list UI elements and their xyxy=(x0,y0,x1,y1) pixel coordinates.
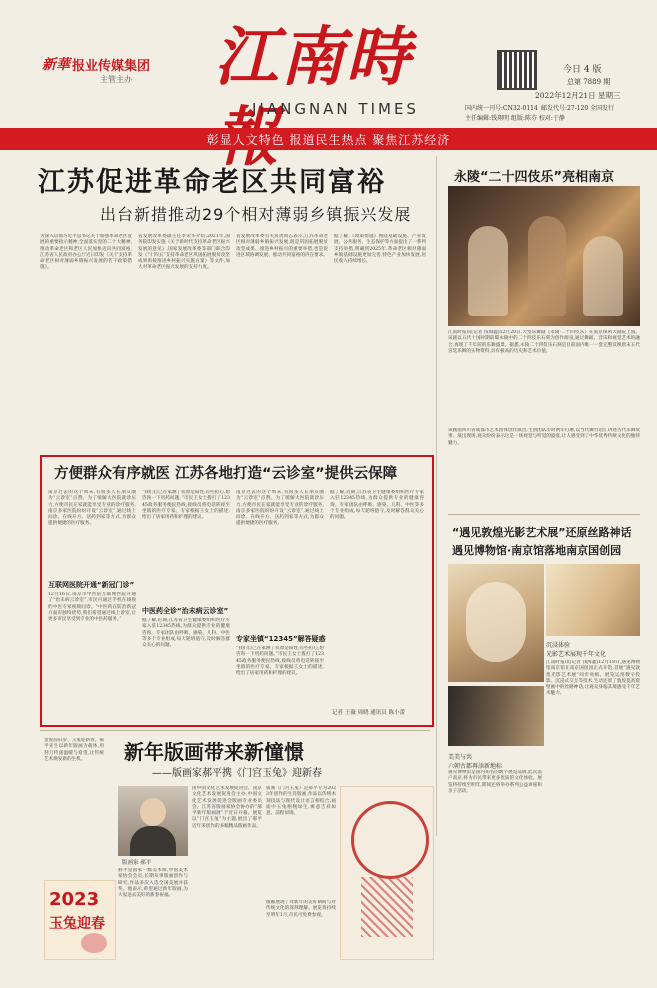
feature-section-3: 专家坐镇“12345”解答疑惑 xyxy=(236,635,326,643)
caption-2-sub: 六朝古都再添新地标 xyxy=(448,763,503,770)
feature-body-1: 南京过去的这个周末,有很多人在朋友圈为“云诊室”点赞。为了缓解大医院就诊压力,方便市民在家就能享受专业的诊疗服务,南京多家医院纷纷开设“云诊室”,通过线上问诊、在线开方、送药到家等方式,为群众提供便捷的医疗服务。 xyxy=(48,490,136,527)
sidebar-top-body-2: 该剧由四川省成都市艺术团体创作演出,主创团队历时两年打磨,以当代舞台语汇讲述古代乐舞故事。演出现场,观众纷纷表示这是一场视觉与听觉的盛宴,让人感受到了中华优秀传统文化的独特魅力。 xyxy=(448,428,640,446)
slogan-text: 彰显人文特色 报道民生热点 聚焦江苏经济 xyxy=(206,133,451,147)
dance-photo xyxy=(448,186,640,326)
sponsor-label: 主管主办 xyxy=(100,75,132,84)
editor-credits: 主任编辑:钱翔明 组版:陈芬 校对:于静 xyxy=(465,115,565,122)
bottom-headline: 新年版画带来新憧憬 xyxy=(124,740,304,764)
dunhuang-photo-2 xyxy=(546,564,640,636)
group-name: 报业传媒集团 xyxy=(72,59,151,74)
artist-caption: 版画家 郝平 xyxy=(122,860,152,866)
issue-total: 总第 7889 期 xyxy=(567,78,611,86)
issue-pages: 今日 4 版 xyxy=(563,65,602,75)
lead-body-col-1: 为深入贯彻习近平总书记关于加强革命老区发展的重要指示精神,全面落实党的二十大精神,推动革命老区和老区人民加快迈向共同富裕,江苏省人民政府办公厅近日印发《关于支持革命老区相对薄弱乡镇振兴发展的若干政策措施》。 xyxy=(40,234,132,271)
feature-body-5: 南京过去的这个周末,有很多人在朋友圈为“云诊室”点赞。为了缓解大医院就诊压力,方便市民在家就能享受专业的诊疗服务,南京多家医院纷纷开设“云诊室”,通过线上问诊、在线开方、送药到家等方式,为群众提供便捷的医疗服务。 xyxy=(236,490,324,527)
caption-2-title: 美美与共 xyxy=(448,754,473,761)
dunhuang-photo-3 xyxy=(448,686,544,746)
cn-number: 国内统一刊号:CN32-0114 xyxy=(465,105,538,112)
divider-vertical xyxy=(436,156,437,836)
feature-byline: 记者 王薇 周晓 通讯员 陈小蕾 xyxy=(332,710,405,716)
group-logo xyxy=(42,52,152,96)
yutu-artwork xyxy=(44,880,116,960)
issue-date: 2022年12月21日 星期三 xyxy=(535,91,621,100)
lead-body-col-4: 据了解,《政策措施》围绕基础设施、产业发展、公共服务、生态保护等方面提出了一系列支持举措,明确到2025年,革命老区相对薄弱乡镇基础设施更加完善,特色产业加快发展,居民收入持续增长。 xyxy=(334,234,426,265)
sidebar-divider xyxy=(448,514,640,515)
caption-1-title: 沉浸体验 xyxy=(546,642,571,649)
masthead xyxy=(0,0,657,128)
year-title: 玉兔迎春 xyxy=(49,916,105,932)
feature-body-2: 12月16日,南京市中医院互联网医院开通了“治未病云诊室”,市民可通过手机在线预约中医专家视频问诊。“中医药在防治新冠方面有独特优势,我们希望通过线上诊室,让更多市民享受到专业的中医药服务。” xyxy=(48,592,136,623)
paper-title: 江南時 xyxy=(214,20,412,95)
bottom-divider xyxy=(40,730,430,731)
left-ad-body: 金虎辞旧岁、玉兔迎新春。郝平先生以新年版画为载体,用刻刀传递温暖与希望,让传统艺术焕发新的生机。 xyxy=(44,738,104,762)
sidebar-bottom-headline-2: 遇见博物馆·南京馆落地南京国创园 xyxy=(452,544,622,557)
slogan-banner xyxy=(0,128,657,150)
bottom-body-4: 版画展现了对新年的美好期盼与对传统文化的深刻理解。展览将持续至明年1月,市民可免费参观。 xyxy=(266,900,336,918)
feature-headline: 方便群众有序就医 江苏各地打造“云诊室”提供云保障 xyxy=(54,466,398,482)
caption-2 xyxy=(448,752,544,770)
sidebar-bottom-headline-1: “遇见敦煌光影艺术展”还原丝路神话 xyxy=(452,526,632,539)
caption-1 xyxy=(546,640,642,658)
feature-section-1: 互联网医院开通“新冠门诊” xyxy=(48,581,135,589)
artist-photo xyxy=(118,786,188,856)
bottom-body-3: 版画《门宫玉兔》是郝平专为2023年创作的生肖版画,作品以传统木刻技法与现代设计语言相结合,画面中玉兔栩栩如生,寓意吉祥如意、前程似锦。 xyxy=(266,786,336,817)
rabbit-icon xyxy=(81,933,107,953)
postal-code: 邮发代号:27-120 全国发行 xyxy=(541,105,615,112)
lead-headline: 江苏促进革命老区共同富裕 xyxy=(38,167,386,198)
sidebar-top-headline: 永陵“二十四伎乐”亮相南京 xyxy=(454,170,615,185)
paper-title-en: JIANGNAN TIMES xyxy=(252,100,419,118)
bottom-body-2: 郝平是国家一级美术师,中国美术家协会会员,长期从事版画创作与研究,作品多次入选全国美展并获奖。他表示,希望通过新年版画,为大家送去美好的新春祝福。 xyxy=(118,868,188,899)
feature-body-4: 据了解,近期,江苏省卫生健康委组织医疗专家入驻12345热线,为群众提供专业的健康咨询。专家团队由呼吸、感染、儿科、中医等多个专业组成,每天轮班值守,及时解答群众关心的问题。 xyxy=(142,618,230,649)
feature-body-6: “我们自己在家测了抗原是阳性,有些担心,想咨询一下用药问题。”市民王女士拨打了12345政务服务便民热线,接线员将电话转接至坐镇的医疗专家。专家根据王女士的描述,给出了居家用药和护理的建议。 xyxy=(236,646,324,677)
logo-brand: 新華 xyxy=(42,57,70,73)
sidebar-top-body: 江南时报讯(记者 钱海鑫)12月20日,大型乐舞剧《永陵·二十四伎乐》在南京保利大剧院上演。该剧以五代十国时期前蜀永陵中的二十四伎乐石刻为创作源泉,通过舞蹈、音乐和视觉艺术的融合,再现了千年前的乐舞盛景。据悉,永陵二十四伎乐石刻是目前国内唯一一套完整反映唐末五代宫廷乐舞的实物资料,具有极高的历史和艺术价值。 xyxy=(448,330,640,354)
caption-1-sub: 光影艺术展现千年文化 xyxy=(546,651,607,658)
sidebar-bottom-body: 江南时报讯(记者 钱海鑫)12月19日,遇见博物馆南京馆在南京国创园正式开馆,首展“遇见敦煌光影艺术展”同步亮相。展览运用数字投影、沉浸式交互等技术,生动还原了敦煌莫高窟壁画中的丝路神话,让观众身临其境感受千年艺术魅力。 xyxy=(546,660,640,697)
feature-body-7: 据了解,近期,江苏省卫生健康委组织医疗专家入驻12345热线,为群众提供专业的健康咨询。专家团队由呼吸、感染、儿科、中医等多个专业组成,每天轮班值守,及时解答群众关心的问题。 xyxy=(330,490,424,521)
sidebar-bottom-body-2: 遇见博物馆是国内知名的数字展览品牌,此次落户南京,将为市民带来更多优质的文化体验。展览将持续至明年,期间还将举办系列公益讲座和亲子活动。 xyxy=(448,770,542,794)
year-tag: 2023 xyxy=(49,889,100,910)
dunhuang-photo-1 xyxy=(448,564,544,682)
print-artwork xyxy=(340,786,434,960)
lead-body-col-2: 省发展改革委副主任李荣华介绍,2021年,国务院印发实施《关于新时代支持革命老区振兴发展的意见》,国家发展改革委等部门联合印发《“十四五”支持革命老区巩固拓展脱贫攻坚成果衔接推进乡村振兴实施方案》等文件,加大对革命老区振兴发展的支持力度。 xyxy=(138,234,230,271)
qr-code-icon xyxy=(497,50,537,90)
lead-subheadline: 出台新措推动29个相对薄弱乡镇振兴发展 xyxy=(100,205,412,224)
feature-section-2: 中医药全诊“治未病云诊室” xyxy=(142,607,229,615)
bottom-body-1: 由中国文化艺术发展促进会、南京文化艺术发展促进会主办,中国文化艺术发展促进会版画专业委员会、江苏省版画家协会协办的“郝平新年版画展”于近日开幕。展览以“门宫玉兔”为主题,展出了郝平近年来创作的多幅精品版画作品。 xyxy=(192,786,262,829)
bottom-subheadline: ——版画家郝平携《门宫玉兔》迎新春 xyxy=(152,768,322,779)
feature-body-3: “我们自己在家测了抗原是阳性,有些担心,想咨询一下用药问题。”市民王女士拨打了12345政务服务便民热线,接线员将电话转接至坐镇的医疗专家。专家根据王女士的描述,给出了居家用药和护理的建议。 xyxy=(142,490,230,521)
lead-body-col-3: 省发展改革委有关负责同志表示,江苏革命老区相对薄弱乡镇振兴发展,既是巩固拓展脱贫攻坚成果、推进乡村振兴的重要举措,也是促进区域协调发展、推动共同富裕的内在要求。 xyxy=(236,234,328,258)
